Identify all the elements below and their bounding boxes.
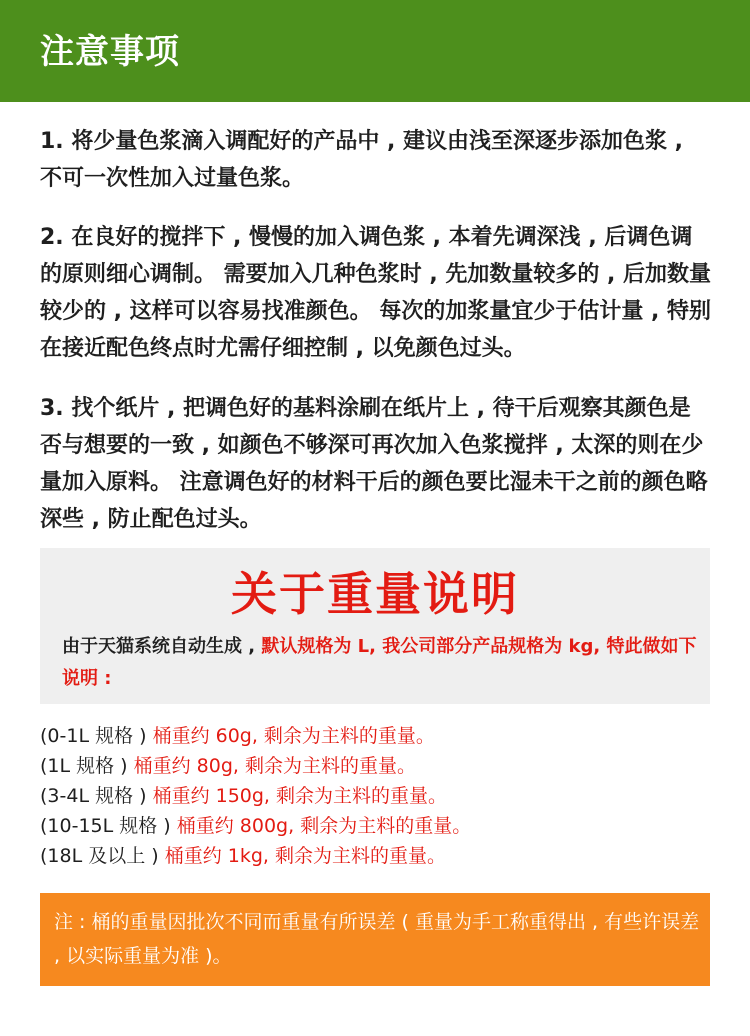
weight-notice-description <box>62 631 702 695</box>
note-text: 注 : 桶的重量因批次不同而重量有所误差 ( 重量为手工称重得出 , 有些许误差 , 以实际重量为准 )。 <box>54 911 700 967</box>
list-item <box>40 721 710 751</box>
weight-notice-desc-red: 默认规格为 L, 我公司部分产品规格为 kg, 特此做如下说明 : <box>62 636 697 689</box>
list-item <box>40 751 710 781</box>
spec-weight: 桶重约 800g, 剩余为主料的重量。 <box>176 815 472 837</box>
spec-label: (18L 及以上 ) <box>40 845 165 867</box>
list-item <box>40 841 710 871</box>
instruction-paragraph-1: 1. 将少量色浆滴入调配好的产品中 , 建议由浅至深逐步添加色浆 , 不可一次性加入过量色浆。 <box>40 129 684 191</box>
instruction-paragraph-2: 2. 在良好的搅拌下 , 慢慢的加入调色浆 , 本着先调深浅 , 后调色调的原则细心调制。 需要加入几种色浆时 , 先加数量较多的 , 后加数量较少的 , 这样可以容易找准颜色。 每次的加浆量宜少于估计量 , 特别在接近配色终点时尤需仔细控制 , 以免颜色过头。 <box>40 225 712 361</box>
note-box <box>40 893 710 986</box>
page-title: 注意事项 <box>40 32 180 72</box>
list-item <box>40 781 710 811</box>
spec-weight: 桶重约 80g, 剩余为主料的重量。 <box>133 755 416 777</box>
spec-label: (3-4L 规格 ) <box>40 785 153 807</box>
weight-notice-title: 关于重量说明 <box>231 567 519 621</box>
bucket-weight-list <box>40 721 710 871</box>
weight-notice-box <box>40 548 710 704</box>
spec-weight: 桶重约 150g, 剩余为主料的重量。 <box>152 785 448 807</box>
instruction-paragraph-3: 3. 找个纸片 , 把调色好的基料涂刷在纸片上 , 待干后观察其颜色是否与想要的一致 , 如颜色不够深可再次加入色浆搅拌 , 太深的则在少量加入原料。 注意调色好的材料干后的颜色要比湿未干之前的颜色略深些 , 防止配色过头。 <box>40 396 708 532</box>
spec-weight: 桶重约 1kg, 剩余为主料的重量。 <box>164 845 446 867</box>
spec-label: (0-1L 规格 ) <box>40 725 153 747</box>
weight-notice-desc-black: 由于天猫系统自动生成 , <box>62 636 262 657</box>
spec-weight: 桶重约 60g, 剩余为主料的重量。 <box>152 725 435 747</box>
header-bar <box>0 0 750 102</box>
spec-label: (10-15L 规格 ) <box>40 815 177 837</box>
list-item <box>40 811 710 841</box>
spec-label: (1L 规格 ) <box>40 755 134 777</box>
